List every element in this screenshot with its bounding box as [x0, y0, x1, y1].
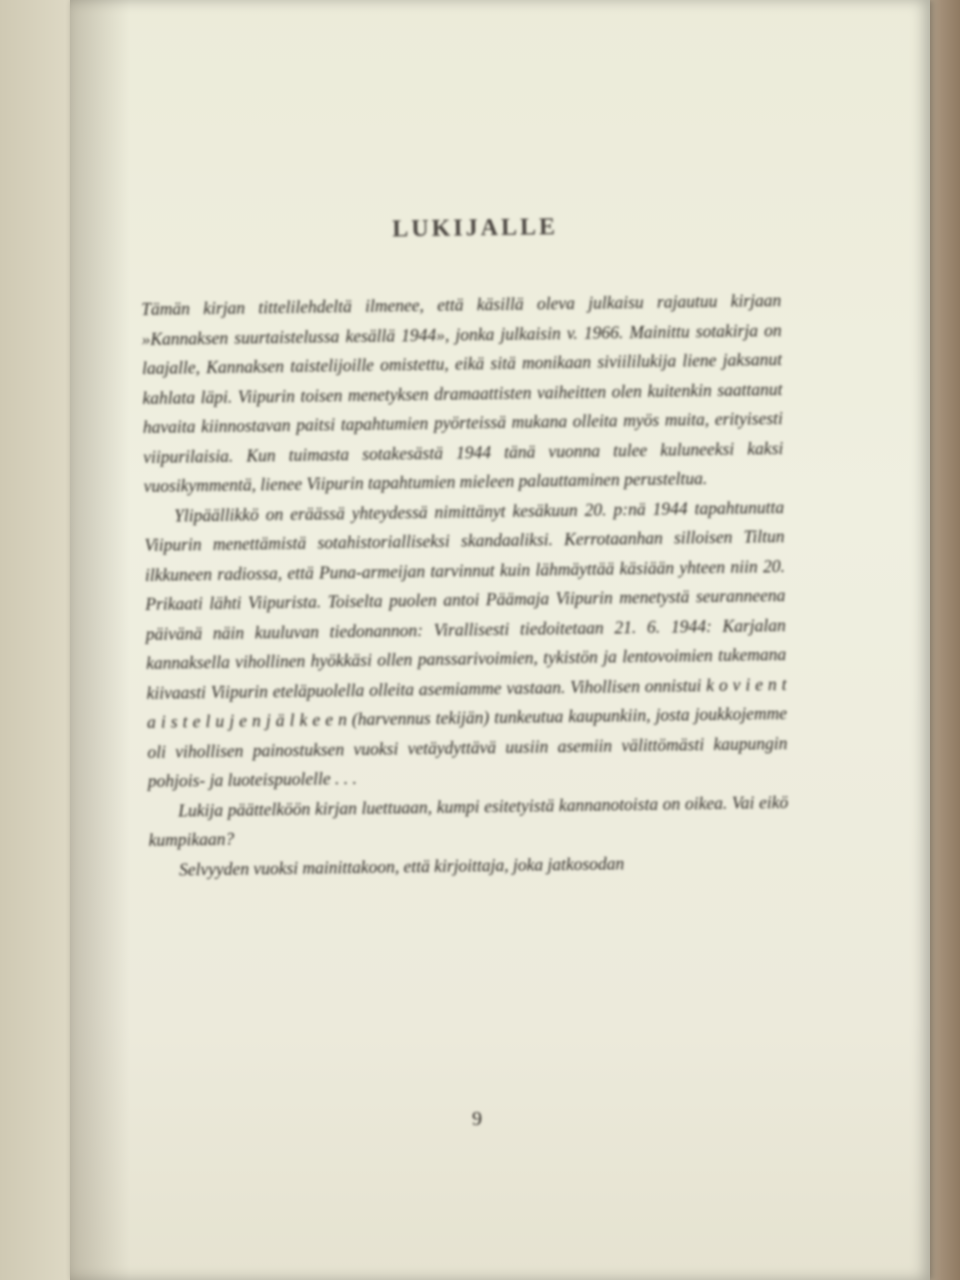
paragraph-2: Ylipäällikkö on eräässä yhteydessä nimittänyt kesäkuun 20. p:nä 1944 tapahtunutta Viipurin menettämistä sotahistorialliseksi skandaaliksi. Kerrotaanhan silloisen Tiltun ilkkuneen radiossa, että Puna-armeijan tarvinnut kuin lähmäyttää käsiään yhteen niin 20. Prikaati lähti Viipurista. Toiselta puolen antoi Päämaja Viipurin menetystä seuranneena päivänä näin kuuluvan tiedonannon: Virallisesti tiedoitetaan 21. 6. 1944: Karjalan kannaksella vihollinen hyökkäsi ollen panssarivoimien, tykistön ja lentovoimien tukemana kiivaasti Viipurin eteläpuolella olleita asemiamme vastaan. Vihollisen onnistui k o v i e n t a i s t e l u j e n j ä l k e e n (harvennus tekijän) tunkeutua kaupunkiin, josta joukkojemme oli vihollisen painostuksen vuoksi vetäydyttävä uusiin asemiin välittömästi kaupungin pohjois- ja luoteispuolelle . . . — [144, 496, 788, 791]
page-gutter-shadow — [70, 0, 130, 1280]
page-heading: LUKIJALLE — [392, 214, 559, 243]
paragraph-3: Lukija päättelköön kirjan luettuaan, kumpi esitetyistä kannanotoista on oikea. Vai eikö kumpikaan? — [148, 791, 789, 850]
page-number: 9 — [472, 1108, 482, 1130]
paragraph-4: Selvyyden vuoksi mainittakoon, että kirjoittaja, joka jatkosodan — [178, 852, 625, 880]
page-text-block — [140, 211, 789, 885]
paragraph-1: Tämän kirjan tittelilehdeltä ilmenee, että käsillä oleva julkaisu rajautuu kirjaan »Kannaksen suurtaistelussa kesällä 1944», jonka julkaisin v. 1966. Mainittu sotakirja on laajalle, Kannaksen taistelijoille omistettu, eikä sitä monikaan siviililukija liene jaksanut kahlata läpi. Viipurin toisen menetyksen dramaattisten vaiheitten olen kuitenkin saattanut havaita kiinnostavan paitsi tapahtumien pyörteissä mukana olleita myös muita, erityisesti viipurilaisia. Kun tuimasta sotakesästä 1944 tänä vuonna tulee kuluneeksi kaksi vuosikymmentä, lienee Viipurin tapahtumien mieleen palauttaminen perusteltua. — [141, 290, 784, 496]
